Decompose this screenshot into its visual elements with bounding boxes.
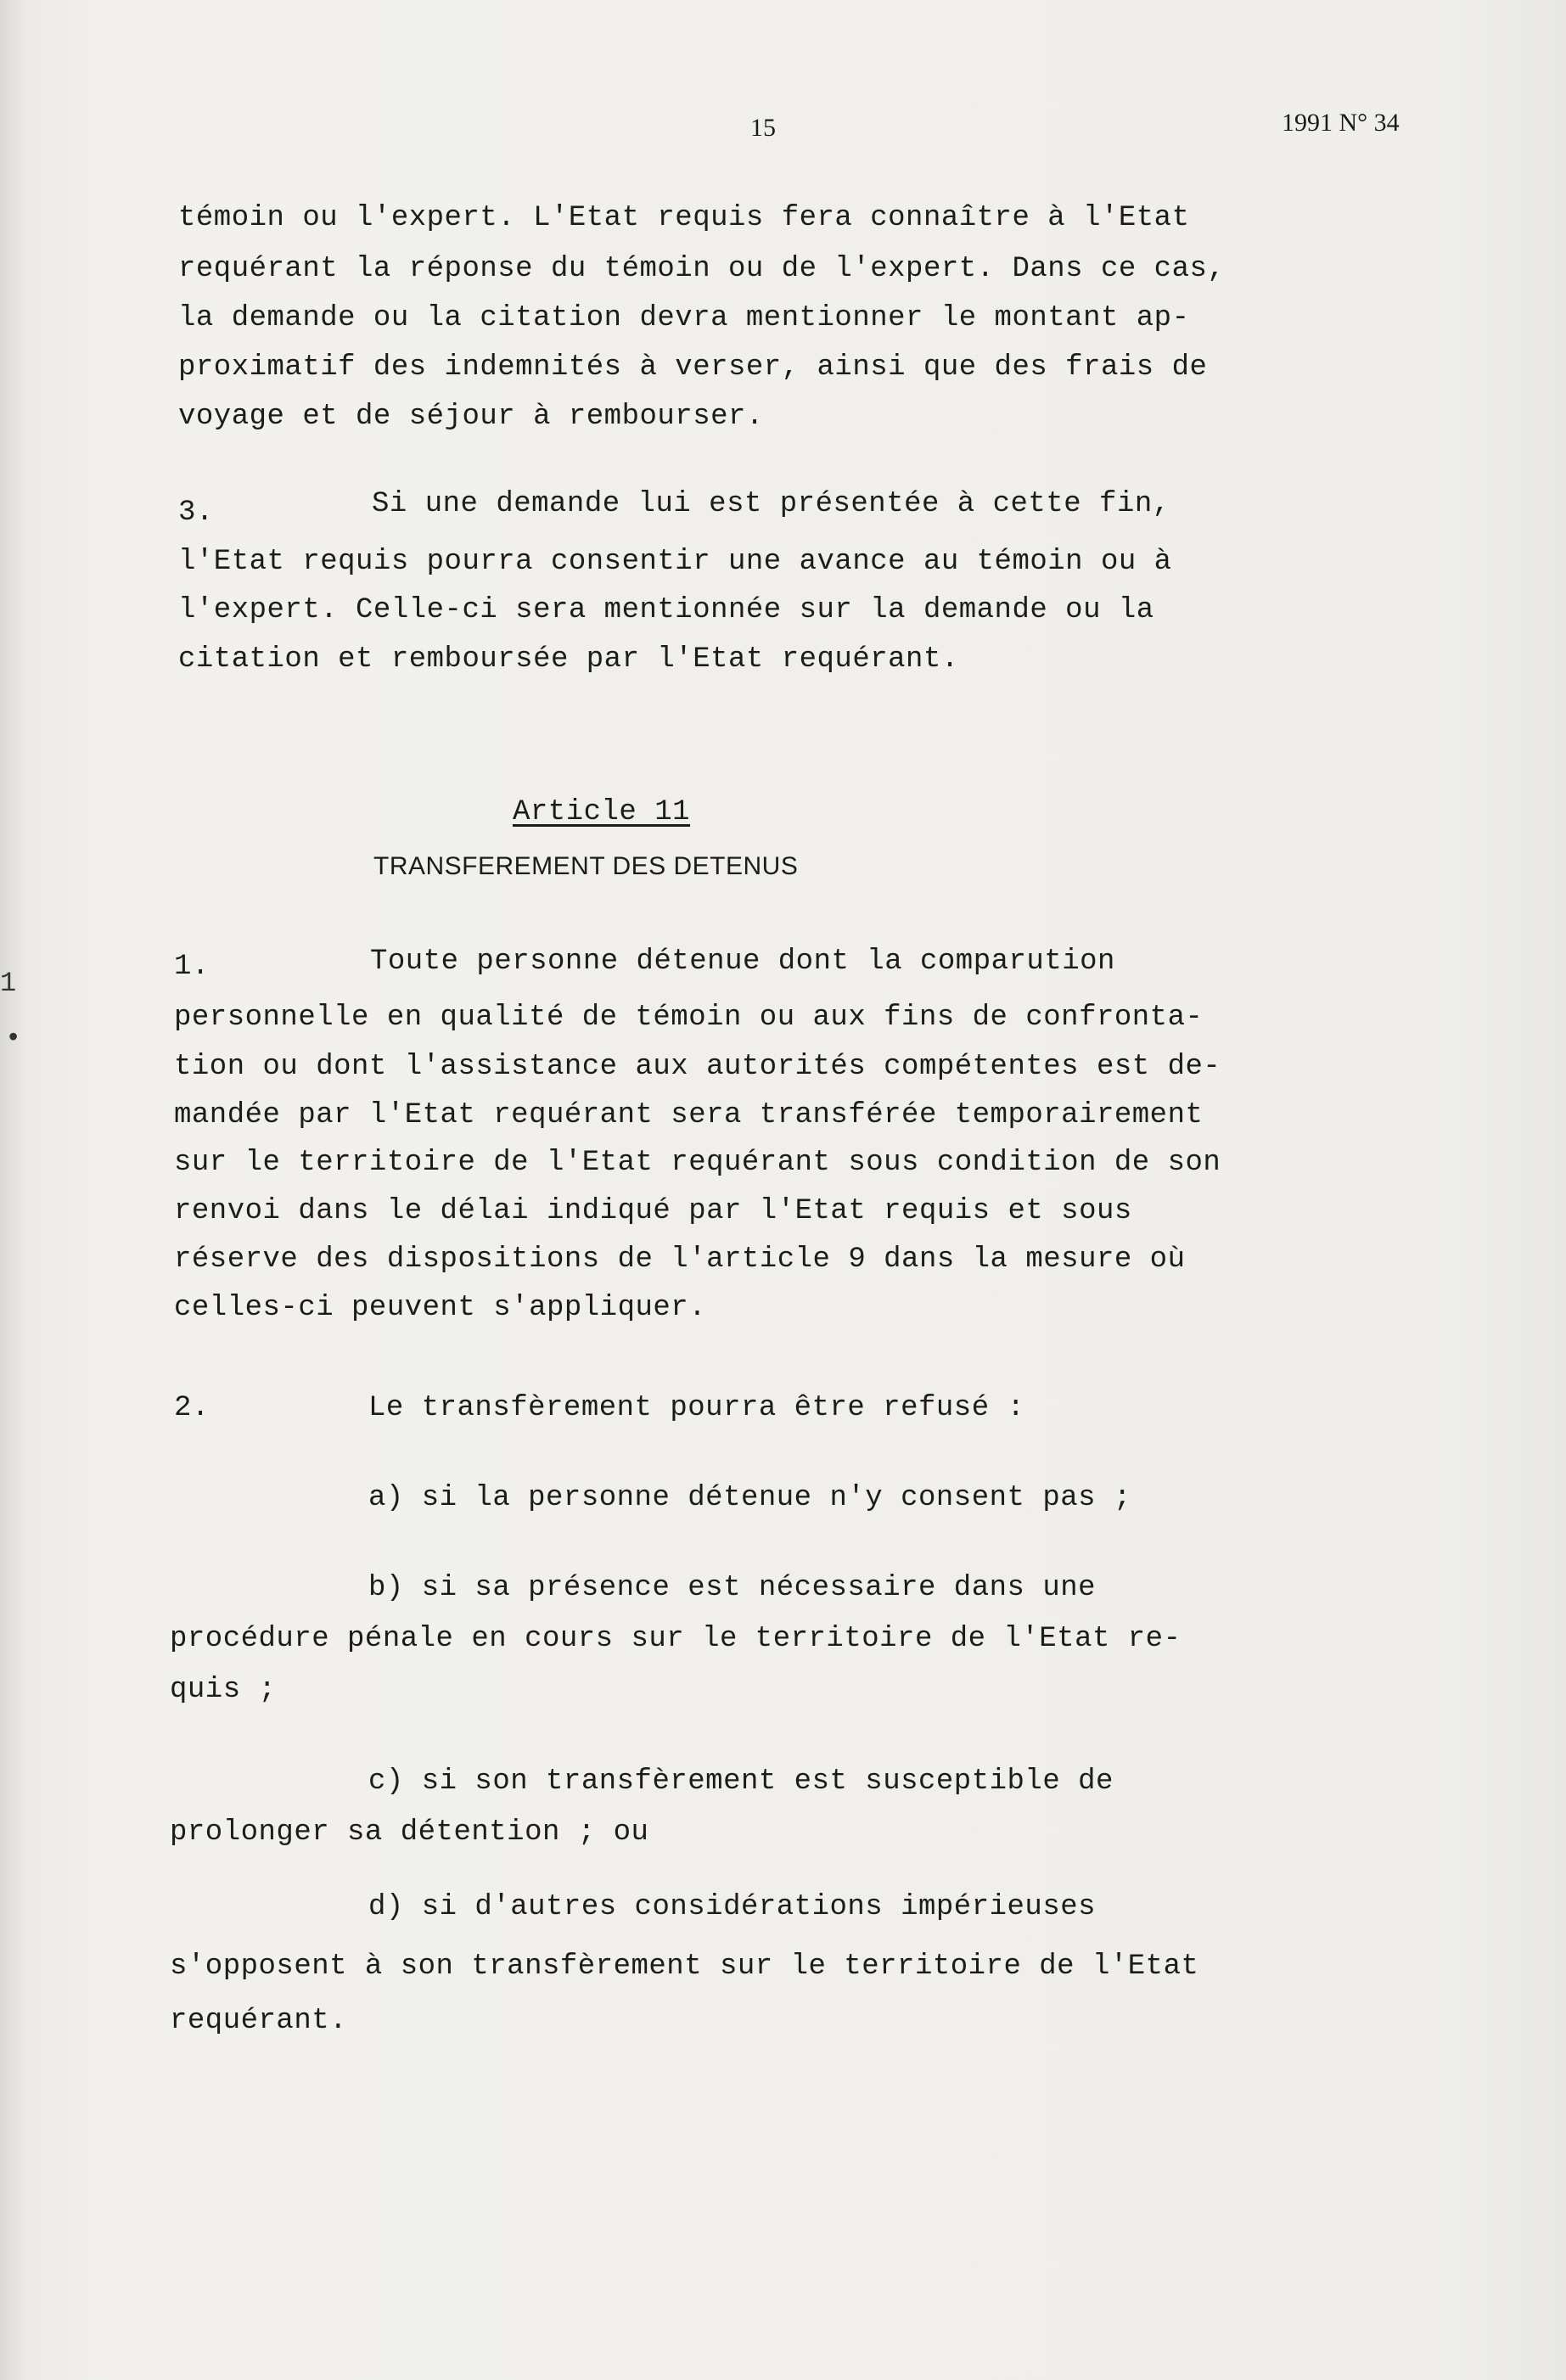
item2-b-line-3: quis ; xyxy=(170,1674,277,1706)
document-reference: 1991 N° 34 xyxy=(1282,109,1400,137)
item2-b-line-1: b) si sa présence est nécessaire dans une xyxy=(368,1572,1097,1604)
para1-line-2: requérant la réponse du témoin ou de l'expert. Dans ce cas, xyxy=(178,253,1226,285)
item2-number: 2. xyxy=(174,1392,210,1424)
para3-number: 3. xyxy=(178,497,214,529)
margin-mark-2: • xyxy=(5,1023,22,1054)
item2-b-line-2: procédure pénale en cours sur le territoire de l'Etat re- xyxy=(170,1623,1182,1655)
para1-line-5: voyage et de séjour à rembourser. xyxy=(178,401,764,433)
item2-intro: Le transfèrement pourra être refusé : xyxy=(368,1392,1025,1424)
page-number: 15 xyxy=(750,114,776,142)
para1-line-3: la demande ou la citation devra mentionner le montant ap- xyxy=(178,302,1190,334)
item1-line-7: réserve des dispositions de l'article 9 dans la mesure où xyxy=(174,1243,1186,1276)
item1-line-6: renvoi dans le délai indiqué par l'Etat requis et sous xyxy=(174,1195,1132,1227)
item2-d-line-1: d) si d'autres considérations impérieuses xyxy=(368,1891,1097,1923)
item1-line-1: Toute personne détenue dont la comparution xyxy=(370,946,1115,978)
item1-line-2: personnelle en qualité de témoin ou aux fins de confronta- xyxy=(174,1002,1204,1034)
item1-line-4: mandée par l'Etat requérant sera transférée temporairement xyxy=(174,1099,1204,1131)
item2-d-line-3: requérant. xyxy=(170,2005,348,2037)
item1-line-8: celles-ci peuvent s'appliquer. xyxy=(174,1292,707,1324)
item2-a: a) si la personne détenue n'y consent pas ; xyxy=(368,1482,1131,1514)
item1-line-3: tion ou dont l'assistance aux autorités compétentes est de- xyxy=(174,1051,1221,1083)
item2-c-line-1: c) si son transfèrement est susceptible de xyxy=(368,1765,1114,1798)
para3-line-4: citation et remboursée par l'Etat requérant. xyxy=(178,643,959,676)
margin-mark-1: 1 xyxy=(0,968,17,999)
para3-line-1: Si une demande lui est présentée à cette fin, xyxy=(372,488,1170,520)
para1-line-1: témoin ou l'expert. L'Etat requis fera connaître à l'Etat xyxy=(178,202,1190,234)
item2-d-line-2: s'opposent à son transfèrement sur le territoire de l'Etat xyxy=(170,1951,1199,1983)
item2-c-line-2: prolonger sa détention ; ou xyxy=(170,1816,649,1849)
item1-line-5: sur le territoire de l'Etat requérant sous condition de son xyxy=(174,1147,1221,1179)
para3-line-3: l'expert. Celle-ci sera mentionnée sur la demande ou la xyxy=(178,594,1154,626)
article-title: Article 11 xyxy=(513,796,691,828)
item1-number: 1. xyxy=(174,951,210,983)
article-subtitle: TRANSFEREMENT DES DETENUS xyxy=(373,852,799,880)
para1-line-4: proximatif des indemnités à verser, ainsi que des frais de xyxy=(178,351,1208,384)
para3-line-2: l'Etat requis pourra consentir une avance au témoin ou à xyxy=(178,546,1172,578)
